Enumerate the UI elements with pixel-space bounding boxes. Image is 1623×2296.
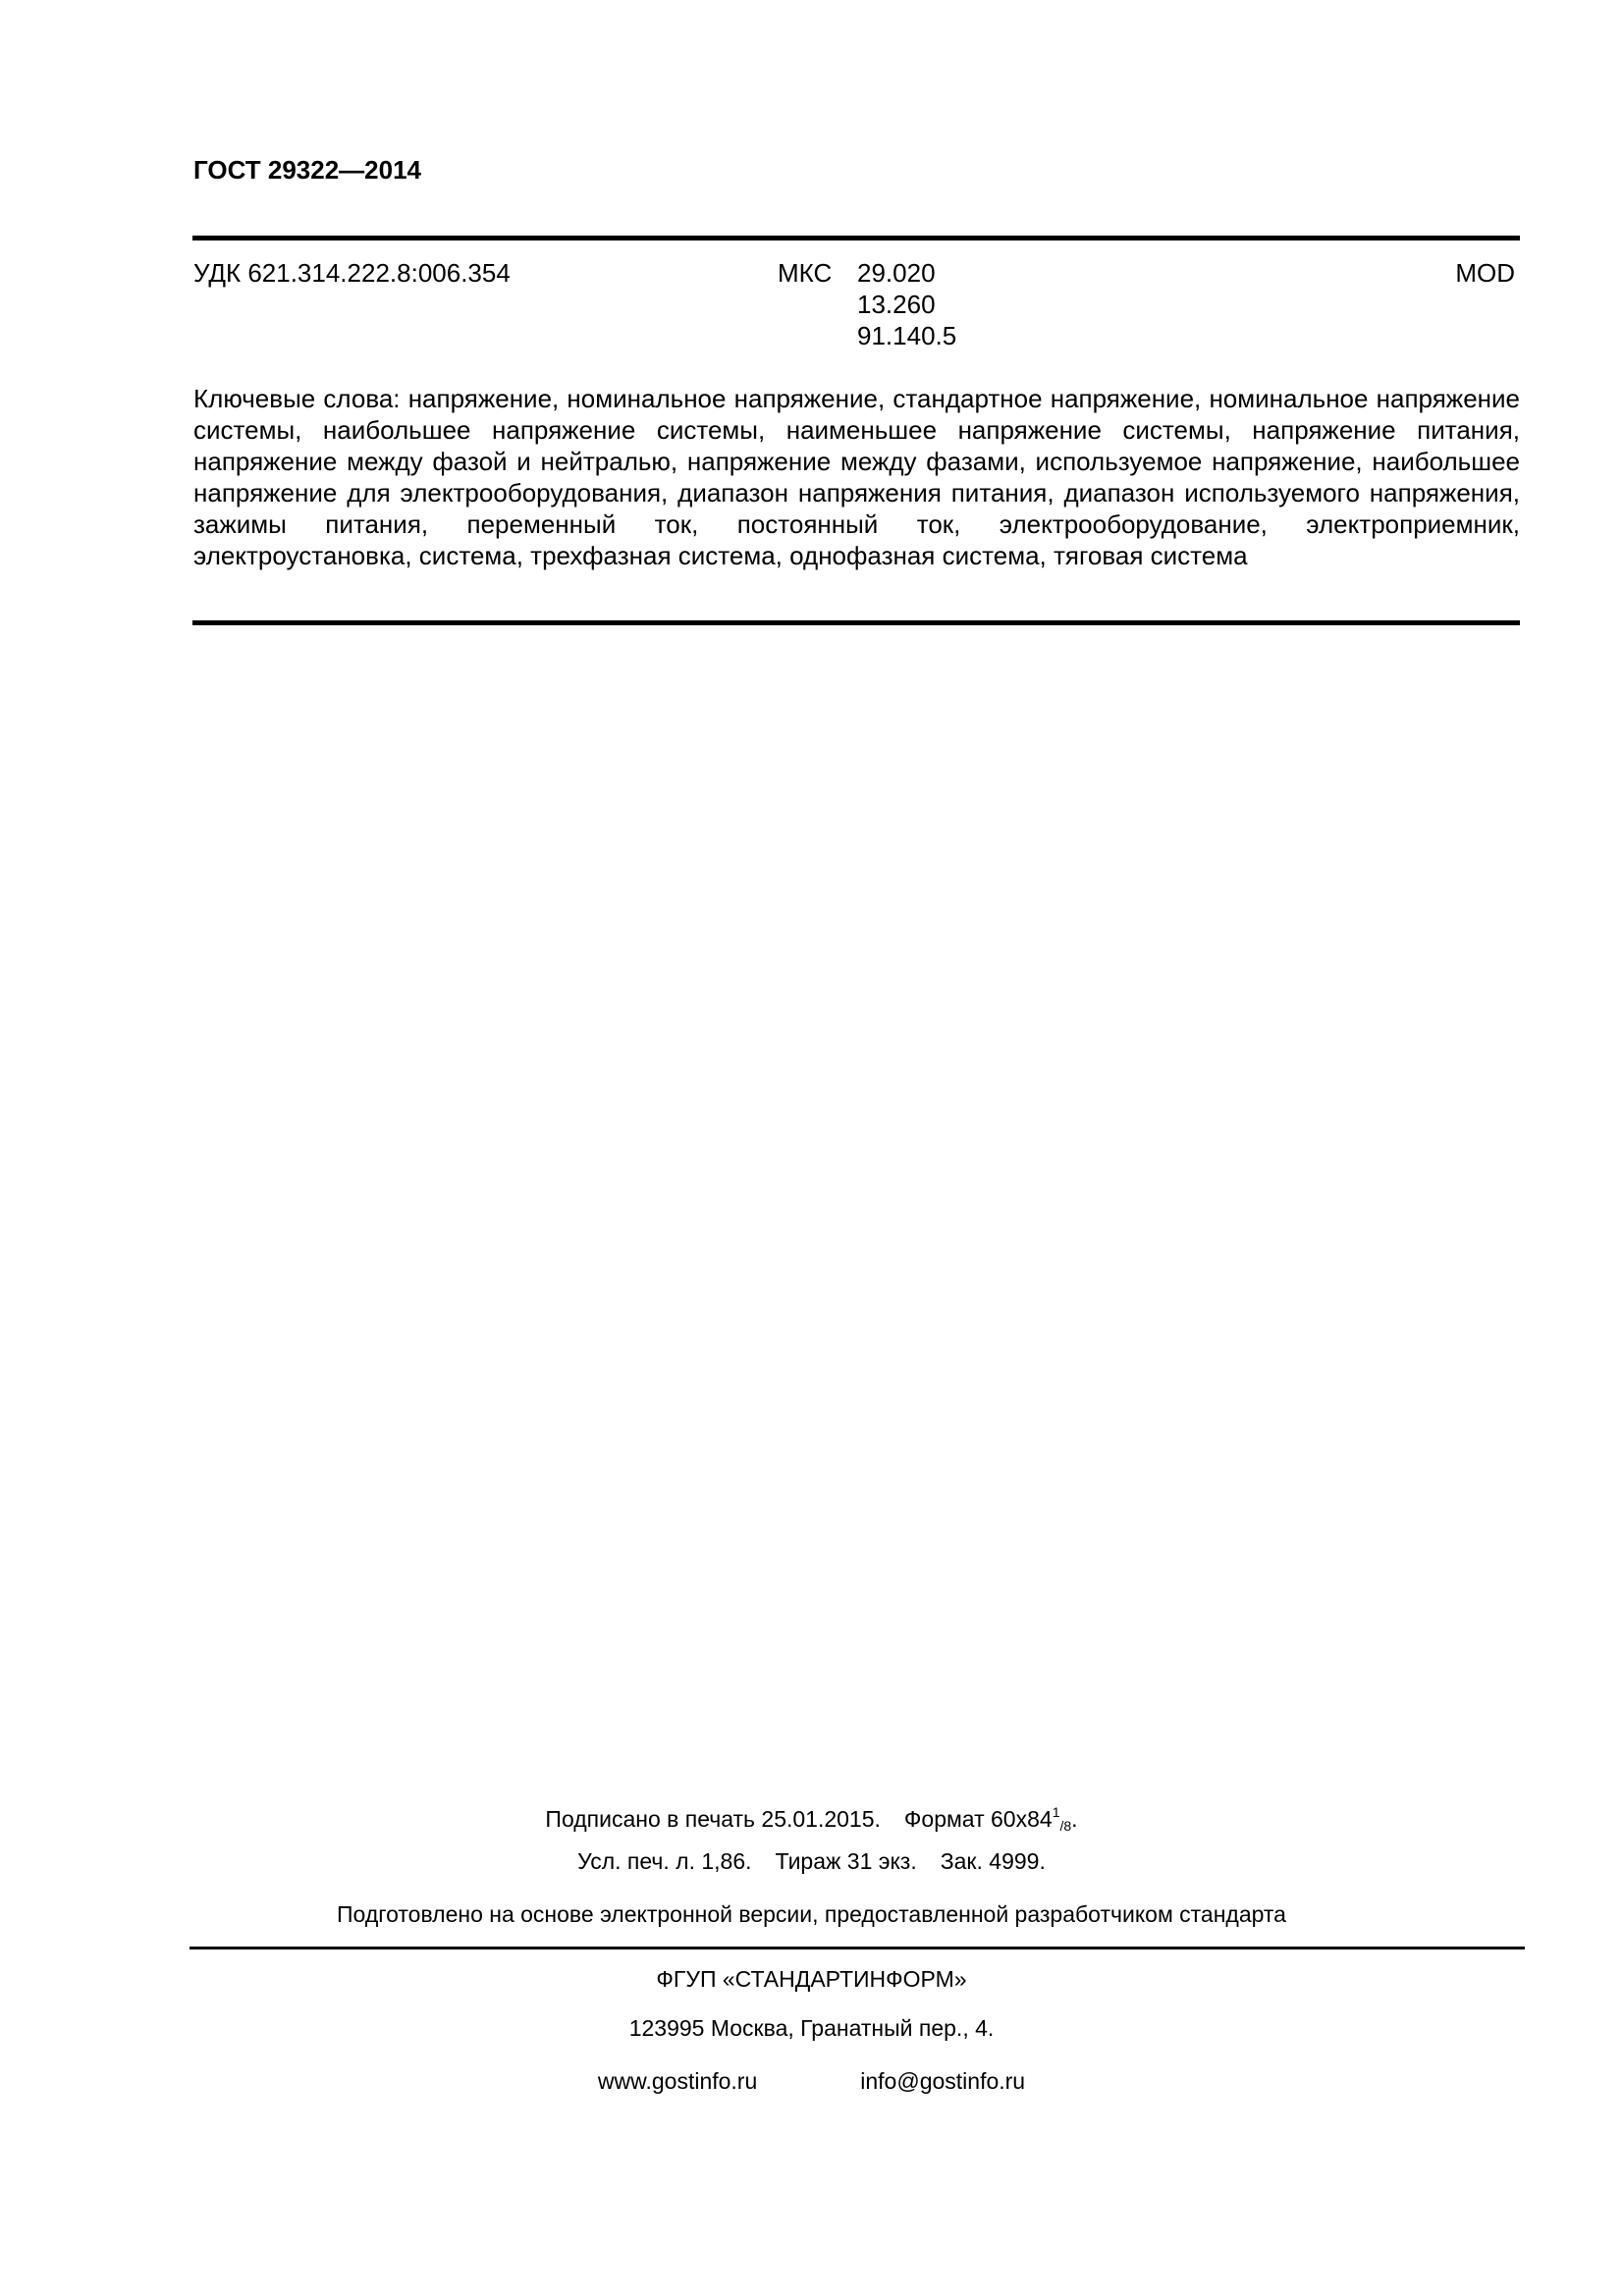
- publisher-name: ФГУП «СТАНДАРТИНФОРМ»: [656, 1966, 967, 1992]
- document-code: ГОСТ 29322—2014: [193, 155, 421, 185]
- keywords-paragraph: Ключевые слова: напряжение, номинальное напряжение, стандартное напряжение, номинальное напряжение системы, наибольшее напряжение системы, наименьшее напряжение системы, напряжение питания, напряжение между фазой и нейтралью, напряжение между фазами, используемое напряжение, наибольшее напряжение для электрооборудования, диапазон напряжения питания, диапазон используемого напряжения, зажимы питания, переменный ток, постоянный ток, электрооборудование, электроприемник, электроустановка, система, трехфазная система, однофазная система, тяговая система: [193, 384, 1520, 570]
- mks-code: 13.260: [857, 290, 936, 319]
- mod-mark: MOD: [1455, 258, 1515, 288]
- order-number: Зак. 4999.: [940, 1848, 1046, 1874]
- signed-date: Подписано в печать 25.01.2015.: [545, 1806, 881, 1832]
- circulation: Тираж 31 экз.: [775, 1848, 917, 1874]
- format-sub: /8: [1059, 1818, 1072, 1834]
- publisher-address: 123995 Москва, Гранатный пер., 4.: [628, 2015, 995, 2041]
- email-link[interactable]: info@gostinfo.ru: [860, 2068, 1026, 2094]
- imprint-print-line: [0, 1847, 1623, 1875]
- mks-code: 29.020: [857, 258, 936, 288]
- website-link[interactable]: www.gostinfo.ru: [597, 2068, 758, 2094]
- udk-code: УДК 621.314.222.8:006.354: [193, 258, 511, 288]
- mks-code: 91.140.5: [857, 321, 957, 350]
- top-divider: [192, 236, 1520, 240]
- format-suffix: .: [1071, 1806, 1078, 1832]
- keywords-divider: [192, 620, 1520, 625]
- print-sheets: Усл. печ. л. 1,86.: [577, 1848, 752, 1874]
- mks-codes: [857, 257, 956, 351]
- imprint-divider: [189, 1947, 1525, 1949]
- mks-label: МКС: [778, 258, 833, 288]
- format-prefix: Формат 60х84: [903, 1806, 1053, 1832]
- format-sup: 1: [1052, 1804, 1060, 1820]
- imprint-signed-line: [0, 1798, 1623, 1840]
- prepared-note: Подготовлено на основе электронной версии, предоставленной разработчиком стандарта: [337, 1901, 1286, 1927]
- contacts-line: [0, 2067, 1623, 2095]
